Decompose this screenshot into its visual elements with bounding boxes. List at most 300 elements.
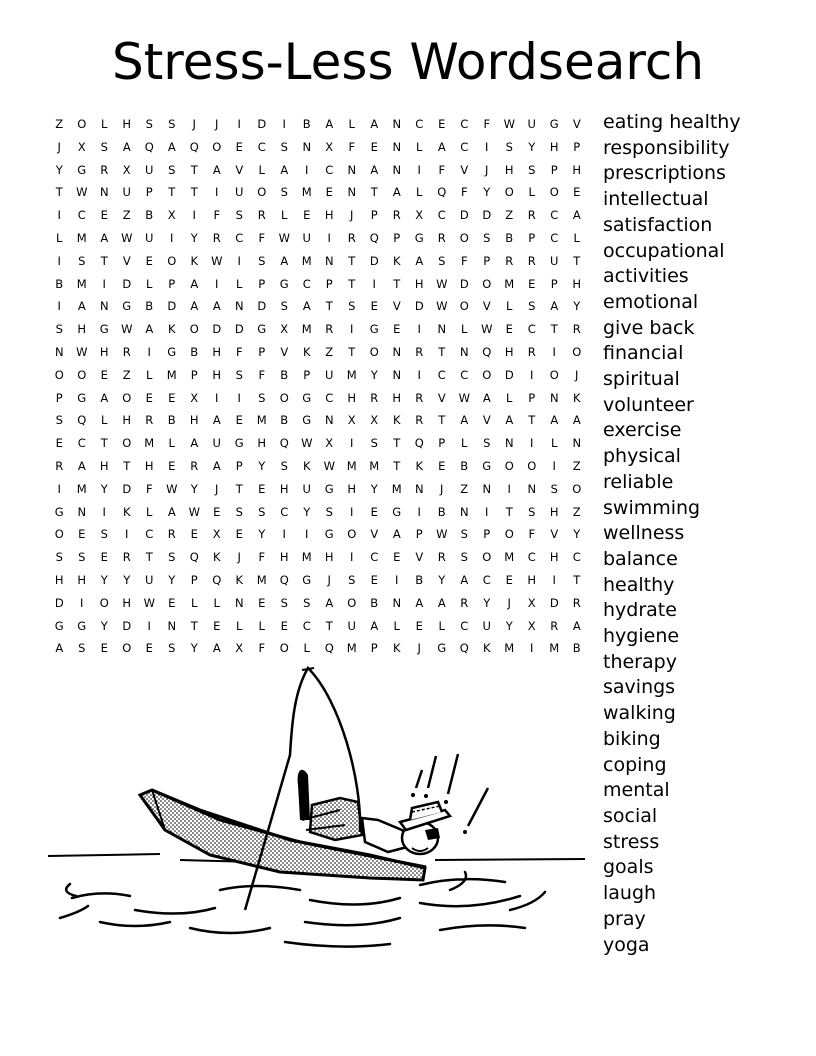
grid-cell: R <box>437 230 446 245</box>
grid-cell: E <box>213 504 221 519</box>
grid-cell: E <box>370 299 378 314</box>
grid-cell: O <box>167 253 177 268</box>
grid-cell: B <box>145 299 154 314</box>
grid-cell: H <box>77 572 87 587</box>
grid-cell: I <box>57 208 61 223</box>
grid-cell: H <box>572 162 582 177</box>
grid-cell: D <box>414 299 424 314</box>
grid-cell: S <box>370 436 378 451</box>
grid-cell: S <box>280 299 288 314</box>
grid-cell: Y <box>55 162 63 177</box>
grid-cell: K <box>572 390 581 405</box>
grid-cell: Y <box>123 572 131 587</box>
grid-cell: U <box>235 185 244 200</box>
grid-cell: S <box>280 595 288 610</box>
grid-cell: R <box>325 322 334 337</box>
grid-cell: Y <box>258 527 266 542</box>
grid-cell: H <box>212 344 222 359</box>
word-list-item: coping <box>603 753 667 776</box>
grid-cell: Y <box>370 481 378 496</box>
grid-cell: C <box>527 550 536 565</box>
grid-cell: A <box>460 572 469 587</box>
grid-cell: H <box>549 139 559 154</box>
grid-cell: V <box>460 162 469 177</box>
grid-cell: E <box>325 185 333 200</box>
grid-cell: R <box>212 230 221 245</box>
grid-cell: D <box>459 276 469 291</box>
grid-cell: O <box>459 230 469 245</box>
grid-cell: C <box>460 618 469 633</box>
word-list-item: occupational <box>603 239 725 262</box>
grid-cell: F <box>258 550 266 565</box>
grid-cell: M <box>346 458 357 473</box>
grid-cell: N <box>347 185 357 200</box>
grid-cell: O <box>212 139 222 154</box>
grid-cell: D <box>482 208 492 223</box>
grid-row <box>48 159 588 182</box>
grid-cell: R <box>572 322 581 337</box>
grid-cell: A <box>550 299 559 314</box>
grid-cell: K <box>392 641 401 656</box>
grid-cell: M <box>76 481 87 496</box>
grid-cell: S <box>78 641 86 656</box>
grid-cell: F <box>483 117 491 131</box>
grid-cell: S <box>528 299 536 314</box>
grid-cell: Y <box>483 185 491 200</box>
grid-cell: H <box>279 481 289 496</box>
word-list-item: swimming <box>603 496 701 519</box>
grid-cell: F <box>258 367 266 382</box>
grid-cell: W <box>436 299 448 314</box>
grid-cell: B <box>460 458 469 473</box>
grid-cell: J <box>485 162 489 177</box>
grid-cell: U <box>302 481 311 496</box>
word-list-item: physical <box>603 445 681 468</box>
grid-cell: U <box>527 117 536 131</box>
grid-cell: I <box>192 208 196 223</box>
grid-cell: O <box>347 595 357 610</box>
grid-cell: E <box>78 527 86 542</box>
grid-cell: Q <box>414 436 424 451</box>
grid-cell: Y <box>100 481 108 496</box>
grid-cell: W <box>458 390 470 405</box>
grid-row <box>48 637 588 660</box>
grid-cell: L <box>213 595 220 610</box>
grid-cell: S <box>55 322 63 337</box>
grid-cell: P <box>438 436 446 451</box>
grid-cell: J <box>57 139 61 154</box>
grid-cell: P <box>190 572 198 587</box>
grid-cell: Y <box>100 618 108 633</box>
word-list-item: walking <box>603 702 676 725</box>
grid-cell: G <box>257 322 267 337</box>
grid-cell: P <box>370 208 378 223</box>
grid-cell: Z <box>460 481 469 496</box>
grid-cell: I <box>552 458 556 473</box>
grid-cell: L <box>506 299 513 314</box>
grid-cell: S <box>280 185 288 200</box>
grid-cell: L <box>416 185 423 200</box>
grid-cell: O <box>77 117 87 131</box>
grid-cell: N <box>392 344 402 359</box>
grid-cell: F <box>213 208 221 223</box>
grid-cell: X <box>347 413 356 428</box>
word-list-item: savings <box>603 676 676 699</box>
grid-cell: S <box>460 527 468 542</box>
grid-cell: W <box>301 436 313 451</box>
grid-cell: O <box>77 367 87 382</box>
word-list-item: wellness <box>603 522 685 545</box>
grid-cell: T <box>168 185 176 200</box>
grid-cell: R <box>122 550 131 565</box>
grid-cell: N <box>459 344 469 359</box>
grid-cell: P <box>483 253 491 268</box>
grid-cell: O <box>482 367 492 382</box>
grid-cell: S <box>280 458 288 473</box>
grid-cell: I <box>282 527 286 542</box>
grid-cell: Y <box>438 572 446 587</box>
grid-cell: D <box>122 618 132 633</box>
grid-cell: C <box>527 322 536 337</box>
grid-cell: I <box>417 322 421 337</box>
grid-cell: I <box>485 139 489 154</box>
grid-cell: O <box>369 344 379 359</box>
grid-cell: H <box>549 504 559 519</box>
grid-cell: V <box>280 344 289 359</box>
grid-cell: I <box>57 481 61 496</box>
grid-cell: D <box>549 595 559 610</box>
word-list-item: spiritual <box>603 368 680 391</box>
grid-cell: C <box>550 230 559 245</box>
grid-cell: A <box>77 458 86 473</box>
grid-cell: T <box>348 344 356 359</box>
grid-cell: L <box>56 230 63 245</box>
grid-cell: R <box>392 208 401 223</box>
grid-cell: N <box>392 367 402 382</box>
grid-cell: C <box>77 436 86 451</box>
grid-cell: Y <box>573 299 581 314</box>
grid-cell: F <box>258 230 266 245</box>
grid-cell: E <box>100 550 108 565</box>
word-list-item: responsibility <box>603 136 730 159</box>
grid-cell: C <box>460 139 469 154</box>
grid-cell: T <box>550 322 558 337</box>
grid-cell: E <box>55 436 63 451</box>
word-list-item: emotional <box>603 290 699 313</box>
grid-cell: H <box>99 344 109 359</box>
grid-cell: E <box>573 185 581 200</box>
grid-cell: M <box>549 641 560 656</box>
grid-cell: F <box>258 641 266 656</box>
grid-row <box>48 341 588 364</box>
grid-cell: I <box>552 572 556 587</box>
grid-row <box>48 387 588 410</box>
grid-cell: I <box>327 230 331 245</box>
grid-cell: J <box>440 481 444 496</box>
grid-cell: Q <box>77 413 87 428</box>
grid-cell: G <box>302 413 312 428</box>
grid-row <box>48 432 588 455</box>
grid-cell: W <box>166 481 178 496</box>
grid-cell: E <box>190 527 198 542</box>
grid-cell: I <box>417 504 421 519</box>
grid-cell: R <box>167 527 176 542</box>
grid-cell: I <box>530 436 534 451</box>
grid-cell: E <box>235 413 243 428</box>
grid-cell: S <box>168 550 176 565</box>
grid-cell: Y <box>303 504 311 519</box>
grid-cell: I <box>57 253 61 268</box>
grid-cell: L <box>168 436 175 451</box>
grid-cell: L <box>101 413 108 428</box>
grid-cell: O <box>527 458 537 473</box>
grid-cell: H <box>99 458 109 473</box>
grid-cell: P <box>528 390 536 405</box>
grid-cell: Y <box>505 618 513 633</box>
grid-cell: U <box>145 230 154 245</box>
grid-cell: P <box>573 139 581 154</box>
grid-cell: P <box>168 276 176 291</box>
grid-cell: H <box>122 117 132 131</box>
grid-cell: S <box>258 504 266 519</box>
grid-cell: G <box>302 390 312 405</box>
grid-cell: M <box>166 367 177 382</box>
grid-cell: B <box>302 117 311 131</box>
grid-cell: H <box>527 572 537 587</box>
grid-cell: Q <box>482 344 492 359</box>
grid-cell: H <box>504 162 514 177</box>
word-list-item: healthy <box>603 573 675 596</box>
grid-cell: H <box>212 367 222 382</box>
grid-cell: O <box>459 299 469 314</box>
grid-cell: H <box>347 390 357 405</box>
grid-cell: T <box>573 253 581 268</box>
grid-cell: I <box>57 299 61 314</box>
grid-cell: M <box>76 276 87 291</box>
grid-cell: H <box>257 436 267 451</box>
grid-cell: R <box>415 344 424 359</box>
word-list-item: volunteer <box>603 393 694 416</box>
grid-cell: X <box>325 436 334 451</box>
grid-cell: W <box>76 185 88 200</box>
grid-cell: P <box>190 367 198 382</box>
grid-cell: O <box>99 595 109 610</box>
grid-cell: L <box>348 117 355 131</box>
grid-cell: S <box>325 504 333 519</box>
grid-cell: L <box>146 276 153 291</box>
grid-cell: J <box>237 550 241 565</box>
grid-cell: J <box>507 595 511 610</box>
grid-cell: P <box>415 527 423 542</box>
grid-cell: O <box>347 527 357 542</box>
grid-cell: N <box>392 139 402 154</box>
grid-cell: R <box>122 344 131 359</box>
grid-cell: X <box>190 390 199 405</box>
grid-cell: B <box>145 208 154 223</box>
grid-cell: S <box>235 208 243 223</box>
grid-row <box>48 501 588 524</box>
grid-cell: L <box>303 641 310 656</box>
grid-cell: N <box>234 595 244 610</box>
grid-cell: N <box>324 253 334 268</box>
grid-cell: L <box>258 618 265 633</box>
grid-cell: E <box>100 641 108 656</box>
grid-cell: Y <box>190 641 198 656</box>
grid-cell: Z <box>122 208 131 223</box>
grid-row <box>48 250 588 273</box>
grid-cell: N <box>324 413 334 428</box>
grid-cell: E <box>438 117 446 131</box>
grid-cell: L <box>146 504 153 519</box>
word-list <box>603 110 741 958</box>
grid-cell: K <box>212 550 221 565</box>
grid-cell: S <box>348 572 356 587</box>
grid-cell: V <box>392 299 401 314</box>
grid-cell: I <box>350 550 354 565</box>
grid-cell: A <box>145 322 154 337</box>
grid-cell: J <box>327 572 331 587</box>
grid-cell: R <box>460 595 469 610</box>
grid-cell: I <box>417 162 421 177</box>
grid-cell: M <box>346 641 357 656</box>
grid-cell: T <box>190 618 198 633</box>
grid-cell: E <box>370 572 378 587</box>
grid-cell: K <box>302 458 311 473</box>
grid-cell: T <box>393 436 401 451</box>
grid-cell: V <box>370 527 379 542</box>
grid-cell: M <box>504 641 515 656</box>
grid-cell: G <box>54 504 64 519</box>
grid-cell: V <box>482 299 491 314</box>
grid-cell: B <box>280 413 289 428</box>
grid-cell: A <box>415 595 424 610</box>
grid-cell: O <box>122 641 132 656</box>
grid-cell: R <box>415 413 424 428</box>
grid-cell: P <box>258 344 266 359</box>
grid-cell: O <box>122 390 132 405</box>
grid-cell: R <box>257 208 266 223</box>
grid-cell: S <box>235 504 243 519</box>
grid-cell: U <box>145 162 154 177</box>
grid-cell: B <box>167 413 176 428</box>
grid-cell: H <box>324 550 334 565</box>
grid-cell: R <box>145 413 154 428</box>
grid-cell: G <box>54 618 64 633</box>
grid-cell: G <box>77 618 87 633</box>
grid-cell: E <box>168 390 176 405</box>
grid-cell: T <box>348 276 356 291</box>
grid-cell: I <box>372 276 376 291</box>
grid-cell: A <box>190 436 199 451</box>
grid-cell: C <box>437 208 446 223</box>
grid-cell: O <box>257 185 267 200</box>
grid-cell: N <box>302 139 312 154</box>
grid-cell: T <box>370 185 378 200</box>
grid-cell: I <box>395 572 399 587</box>
grid-cell: B <box>415 572 424 587</box>
word-list-item: eating healthy <box>603 111 741 133</box>
grid-cell: G <box>324 527 334 542</box>
grid-cell: M <box>256 413 267 428</box>
grid-cell: U <box>347 618 356 633</box>
grid-cell: N <box>392 162 402 177</box>
grid-cell: Q <box>144 139 154 154</box>
grid-cell: V <box>235 162 244 177</box>
grid-cell: H <box>189 413 199 428</box>
grid-cell: N <box>167 618 177 633</box>
grid-cell: Y <box>168 572 176 587</box>
grid-cell: O <box>504 527 514 542</box>
grid-cell: N <box>459 504 469 519</box>
grid-cell: M <box>504 550 515 565</box>
grid-cell: X <box>415 208 424 223</box>
grid-cell: Q <box>212 572 222 587</box>
grid-cell: N <box>234 299 244 314</box>
grid-cell: O <box>122 436 132 451</box>
grid-cell: D <box>122 481 132 496</box>
grid-cell: E <box>258 481 266 496</box>
grid-cell: L <box>461 322 468 337</box>
grid-cell: K <box>122 504 131 519</box>
grid-cell: A <box>370 117 379 131</box>
grid-cell: U <box>145 572 154 587</box>
grid-cell: S <box>100 139 108 154</box>
grid-cell: T <box>235 481 243 496</box>
grid-cell: L <box>506 390 513 405</box>
grid-cell: E <box>505 322 513 337</box>
grid-row <box>48 318 588 341</box>
grid-cell: L <box>416 139 423 154</box>
grid-row <box>48 523 588 546</box>
grid-cell: I <box>215 276 219 291</box>
grid-cell: G <box>279 276 289 291</box>
grid-row <box>48 204 588 227</box>
grid-cell: I <box>350 436 354 451</box>
grid-cell: O <box>572 344 582 359</box>
grid-cell: O <box>279 390 289 405</box>
grid-cell: I <box>237 117 241 131</box>
grid-cell: H <box>122 595 132 610</box>
grid-cell: O <box>549 367 559 382</box>
grid-cell: I <box>530 641 534 656</box>
grid-cell: C <box>550 208 559 223</box>
grid-cell: N <box>504 436 514 451</box>
grid-cell: J <box>215 117 219 131</box>
grid-cell: M <box>301 253 312 268</box>
grid-cell: I <box>170 230 174 245</box>
grid-cell: G <box>414 230 424 245</box>
grid-cell: T <box>348 253 356 268</box>
grid-row <box>48 295 588 318</box>
grid-cell: O <box>504 458 514 473</box>
grid-cell: J <box>575 367 579 382</box>
grid-cell: A <box>370 618 379 633</box>
grid-row <box>48 227 588 250</box>
grid-cell: O <box>549 185 559 200</box>
grid-cell: N <box>99 185 109 200</box>
grid-cell: Z <box>55 117 64 131</box>
grid-cell: F <box>528 527 536 542</box>
grid-cell: Z <box>122 367 131 382</box>
grid-cell: D <box>369 253 379 268</box>
grid-cell: I <box>237 253 241 268</box>
grid-cell: T <box>55 185 63 200</box>
grid-row <box>48 592 588 615</box>
grid-cell: G <box>99 322 109 337</box>
grid-cell: P <box>145 185 153 200</box>
grid-cell: U <box>122 185 131 200</box>
grid-cell: I <box>305 527 309 542</box>
